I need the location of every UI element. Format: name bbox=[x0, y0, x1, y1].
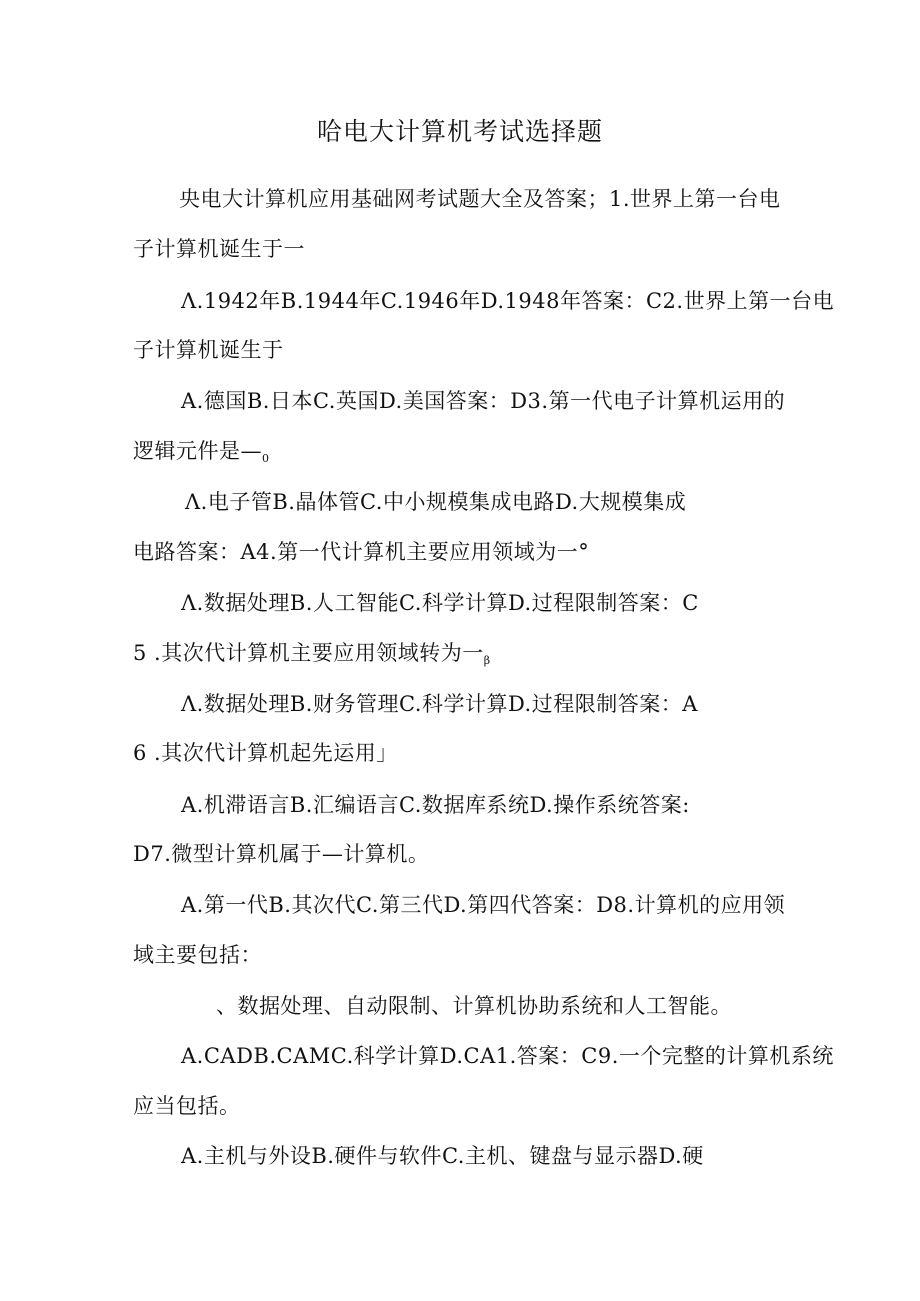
text-line-1: 央电大计算机应用基础网考试题大全及答案；1.世界上第一台电 bbox=[179, 187, 781, 211]
text-line-2: 子计算机诞生于一 bbox=[133, 237, 305, 261]
text-line-9: Λ.数据处理B.人工智能C.科学计算D.过程限制答案：C bbox=[181, 591, 699, 615]
text-line-6-suffix: 0 bbox=[262, 452, 270, 465]
text-line-4: 子计算机诞生于 bbox=[133, 338, 284, 362]
document-title: 哈电大计算机考试选择题 bbox=[316, 117, 603, 146]
text-line-10-suffix: β bbox=[483, 654, 491, 667]
text-line-19: 应当包括。 bbox=[133, 1094, 241, 1118]
text-line-6-main: 逻辑元件是— bbox=[133, 439, 262, 463]
text-line-10 bbox=[133, 638, 491, 676]
text-line-8: 电路答案：A4.第一代计算机主要应用领域为一° bbox=[133, 540, 590, 564]
text-line-12: 6 .其次代计算机起先运用」 bbox=[133, 741, 398, 765]
text-line-15: A.第一代B.其次代C.第三代D.第四代答案：D8.计算机的应用领 bbox=[181, 893, 786, 917]
text-line-13: A.机滞语言B.汇编语言C.数据库系统D.操作系统答案: bbox=[181, 793, 690, 817]
text-line-10-main: 5 .其次代计算机主要应用领域转为一 bbox=[133, 641, 484, 665]
text-line-5: A.德国B.日本C.英国D.美国答案：D3.第一代电子计算机运用的 bbox=[181, 389, 786, 413]
text-line-6 bbox=[133, 436, 270, 474]
text-line-7: Λ.电子管B.晶体管C.中小规模集成电路D.大规模集成 bbox=[185, 490, 687, 514]
text-line-3: Λ.1942年B.1944年C.1946年D.1948年答案：C2.世界上第一台电 bbox=[181, 289, 835, 313]
text-line-11: Λ.数据处理B.财务管理C.科学计算D.过程限制答案：A bbox=[181, 692, 698, 716]
text-line-16: 域主要包括： bbox=[133, 943, 262, 967]
text-line-17: 、数据处理、自动限制、计算机协助系统和人工智能。 bbox=[216, 994, 732, 1018]
text-line-20: A.主机与外设B.硬件与软件C.主机、键盘与显示器D.硬 bbox=[181, 1144, 704, 1168]
text-line-18: A.CADB.CAMC.科学计算D.CA1.答案：C9.一个完整的计算机系统 bbox=[181, 1044, 834, 1068]
text-line-14: D7.微型计算机属于—计算机。 bbox=[133, 842, 430, 866]
